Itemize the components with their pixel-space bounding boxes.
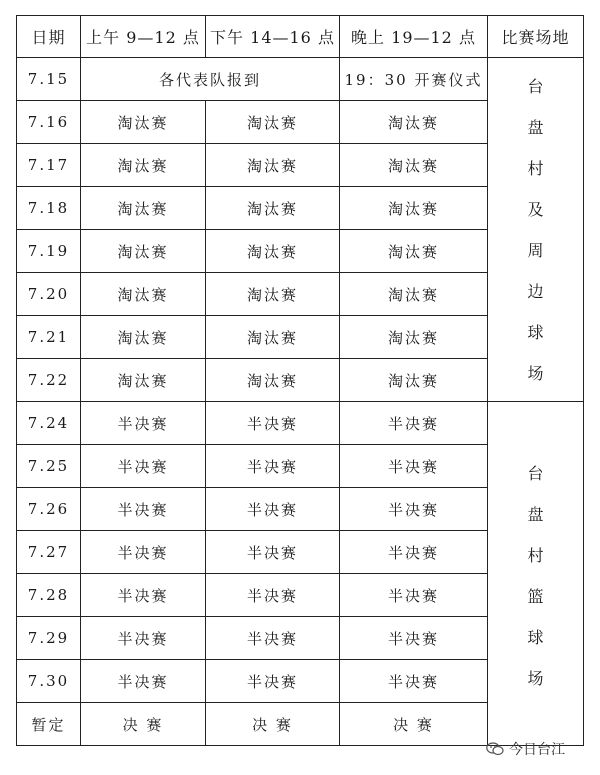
afternoon-cell: 半决赛 xyxy=(206,660,340,703)
evening-cell: 决 赛 xyxy=(340,703,488,746)
venue-character: 台 xyxy=(527,76,544,96)
evening-cell: 半决赛 xyxy=(340,660,488,703)
venue-character: 边 xyxy=(527,281,544,301)
table-row xyxy=(17,402,584,445)
venue-character: 及 xyxy=(527,199,544,219)
registration-cell: 各代表队报到 xyxy=(81,58,340,101)
afternoon-cell: 半决赛 xyxy=(206,531,340,574)
date-cell: 7.22 xyxy=(17,359,81,402)
afternoon-cell: 半决赛 xyxy=(206,617,340,660)
evening-cell: 淘汰赛 xyxy=(340,101,488,144)
afternoon-cell: 淘汰赛 xyxy=(206,316,340,359)
date-cell: 7.21 xyxy=(17,316,81,359)
morning-cell: 半决赛 xyxy=(81,445,206,488)
venue-cell-basketball-court xyxy=(488,402,584,746)
date-cell: 7.27 xyxy=(17,531,81,574)
venue-character: 台 xyxy=(527,463,544,483)
date-cell: 暂定 xyxy=(17,703,81,746)
watermark-text: 今日台江 xyxy=(509,742,565,758)
venue-character: 盘 xyxy=(527,117,544,137)
header-venue: 比赛场地 xyxy=(488,16,584,58)
morning-cell: 淘汰赛 xyxy=(81,359,206,402)
evening-cell: 淘汰赛 xyxy=(340,273,488,316)
venue-character: 球 xyxy=(527,627,544,647)
morning-cell: 淘汰赛 xyxy=(81,273,206,316)
evening-cell: 淘汰赛 xyxy=(340,144,488,187)
morning-cell: 淘汰赛 xyxy=(81,187,206,230)
date-cell: 7.25 xyxy=(17,445,81,488)
date-cell: 7.30 xyxy=(17,660,81,703)
header-evening: 晚上 19—12 点 xyxy=(340,16,488,58)
watermark xyxy=(486,739,565,759)
table-row xyxy=(17,58,584,101)
venue-character: 盘 xyxy=(527,504,544,524)
header-row xyxy=(17,16,584,58)
date-cell: 7.19 xyxy=(17,230,81,273)
morning-cell: 淘汰赛 xyxy=(81,316,206,359)
header-date: 日期 xyxy=(17,16,81,58)
evening-cell: 半决赛 xyxy=(340,531,488,574)
date-cell: 7.17 xyxy=(17,144,81,187)
morning-cell: 淘汰赛 xyxy=(81,230,206,273)
morning-cell: 半决赛 xyxy=(81,488,206,531)
venue-character: 村 xyxy=(527,545,544,565)
date-cell: 7.24 xyxy=(17,402,81,445)
wechat-icon xyxy=(486,742,504,756)
venue-character: 场 xyxy=(527,363,544,383)
afternoon-cell: 决 赛 xyxy=(206,703,340,746)
date-cell: 7.16 xyxy=(17,101,81,144)
date-cell: 7.28 xyxy=(17,574,81,617)
afternoon-cell: 半决赛 xyxy=(206,574,340,617)
venue-cell-outer-courts xyxy=(488,58,584,402)
morning-cell: 淘汰赛 xyxy=(81,144,206,187)
morning-cell: 半决赛 xyxy=(81,402,206,445)
morning-cell: 淘汰赛 xyxy=(81,101,206,144)
evening-cell: 半决赛 xyxy=(340,617,488,660)
morning-cell: 半决赛 xyxy=(81,660,206,703)
evening-cell: 淘汰赛 xyxy=(340,316,488,359)
morning-cell: 决 赛 xyxy=(81,703,206,746)
evening-cell: 半决赛 xyxy=(340,445,488,488)
morning-cell: 半决赛 xyxy=(81,574,206,617)
date-cell: 7.29 xyxy=(17,617,81,660)
afternoon-cell: 淘汰赛 xyxy=(206,144,340,187)
date-cell: 7.26 xyxy=(17,488,81,531)
date-cell: 7.18 xyxy=(17,187,81,230)
morning-cell: 半决赛 xyxy=(81,531,206,574)
evening-cell: 淘汰赛 xyxy=(340,187,488,230)
afternoon-cell: 半决赛 xyxy=(206,488,340,531)
evening-cell: 淘汰赛 xyxy=(340,359,488,402)
evening-cell: 淘汰赛 xyxy=(340,230,488,273)
header-afternoon: 下午 14—16 点 xyxy=(206,16,340,58)
venue-character: 球 xyxy=(527,322,544,342)
opening-ceremony-cell: 19：30 开赛仪式 xyxy=(340,58,488,101)
afternoon-cell: 淘汰赛 xyxy=(206,101,340,144)
afternoon-cell: 半决赛 xyxy=(206,402,340,445)
afternoon-cell: 淘汰赛 xyxy=(206,187,340,230)
venue-character: 周 xyxy=(527,240,544,260)
header-morning: 上午 9—12 点 xyxy=(81,16,206,58)
afternoon-cell: 半决赛 xyxy=(206,445,340,488)
evening-cell: 半决赛 xyxy=(340,574,488,617)
evening-cell: 半决赛 xyxy=(340,402,488,445)
afternoon-cell: 淘汰赛 xyxy=(206,230,340,273)
schedule-table xyxy=(16,15,584,746)
venue-character: 村 xyxy=(527,158,544,178)
date-cell: 7.15 xyxy=(17,58,81,101)
evening-cell: 半决赛 xyxy=(340,488,488,531)
afternoon-cell: 淘汰赛 xyxy=(206,359,340,402)
date-cell: 7.20 xyxy=(17,273,81,316)
venue-character: 场 xyxy=(527,668,544,688)
venue-character: 篮 xyxy=(527,586,544,606)
afternoon-cell: 淘汰赛 xyxy=(206,273,340,316)
morning-cell: 半决赛 xyxy=(81,617,206,660)
